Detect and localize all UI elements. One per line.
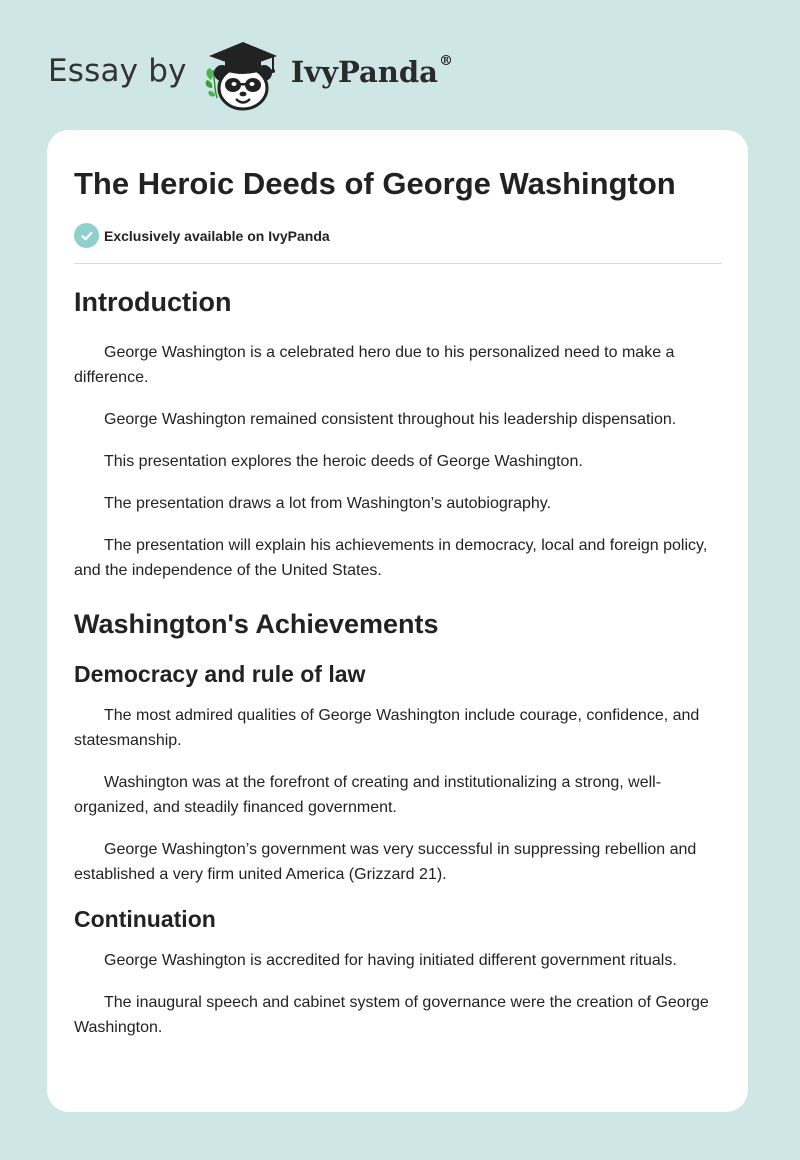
subsection-heading-continuation: Continuation	[74, 906, 216, 932]
paragraph: The presentation draws a lot from Washington’s autobiography.	[104, 495, 552, 512]
section-heading-introduction: Introduction	[74, 287, 232, 317]
paragraph: Washington was at the forefront of creating and institutionalizing a strong, well-organized, and steadily financed government.	[74, 774, 662, 816]
paragraph: The presentation will explain his achievements in democracy, local and foreign policy, and the independence of the United States.	[74, 537, 708, 579]
paragraph: George Washington is a celebrated hero due to his personalized need to make a difference.	[74, 344, 675, 386]
title-divider	[74, 263, 722, 264]
document-card	[47, 130, 748, 1112]
subsection-heading-democracy: Democracy and rule of law	[74, 661, 366, 687]
paragraph: The most admired qualities of George Washington include courage, confidence, and statesmanship.	[74, 707, 700, 749]
paragraph: The inaugural speech and cabinet system of governance were the creation of George Washington.	[74, 994, 709, 1036]
paragraph: This presentation explores the heroic deeds of George Washington.	[104, 453, 583, 470]
check-circle-icon	[74, 223, 99, 248]
document-title: The Heroic Deeds of George Washington	[74, 166, 676, 201]
badge-text: Exclusively available on IvyPanda	[104, 227, 330, 244]
paragraph: George Washington is accredited for having initiated different government rituals.	[104, 952, 677, 969]
essay-by-label: Essay by	[48, 53, 187, 89]
paragraph: George Washington’s government was very successful in suppressing rebellion and established a very firm united America (Grizzard 21).	[74, 841, 697, 883]
panda-graduate-logo-icon[interactable]	[203, 36, 283, 112]
brand-name[interactable]: IvyPanda®	[290, 53, 453, 89]
section-heading-achievements: Washington's Achievements	[74, 609, 439, 639]
exclusive-badge	[74, 223, 722, 248]
paragraph: George Washington remained consistent throughout his leadership dispensation.	[104, 411, 677, 428]
site-header	[48, 36, 453, 112]
registered-mark: ®	[438, 53, 453, 69]
